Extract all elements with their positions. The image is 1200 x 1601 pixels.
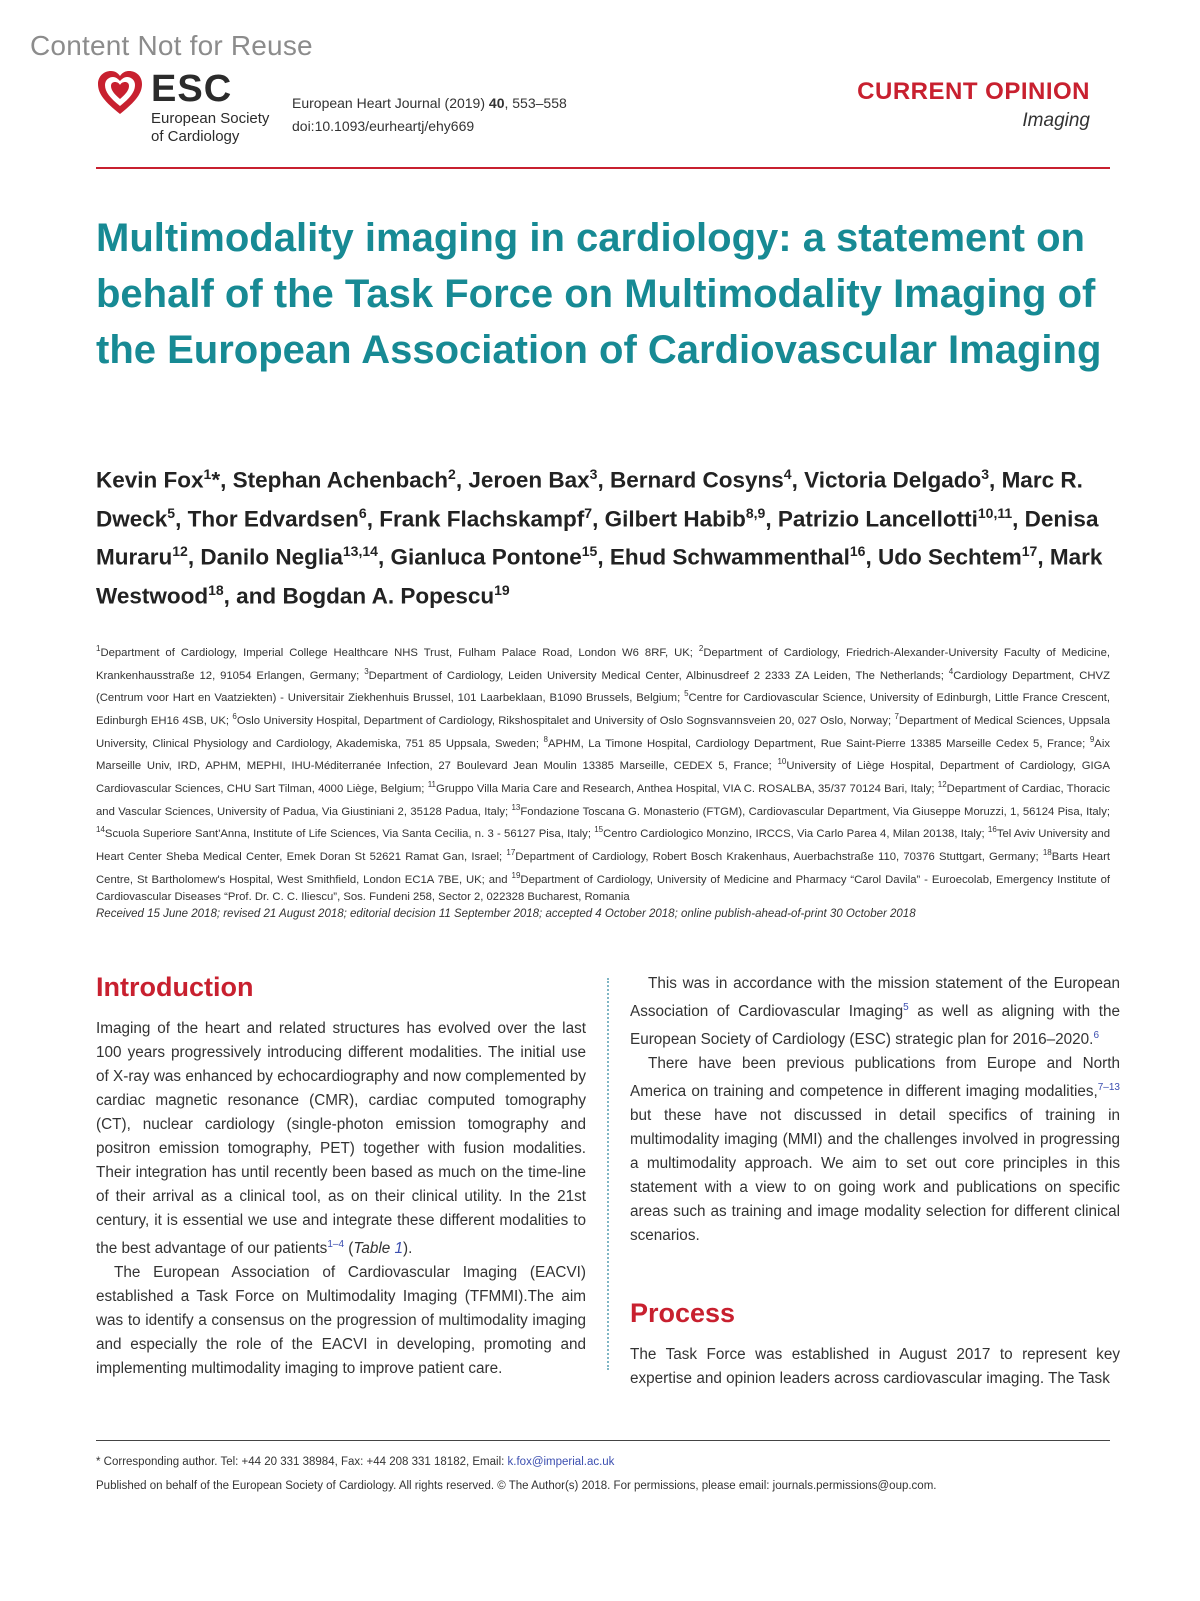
intro-p1-close: ). [403,1240,413,1258]
author-separator: , [765,506,778,531]
affiliation-number: 1 [96,644,101,653]
right-p1-text-a: This was in accordance with the mission statement of the European Association of Cardiovascular Imaging [630,975,1120,1021]
heart-icon [95,68,145,118]
author-name: Marc R. Dweck [96,467,1083,531]
right-p2-text-b: but these have not discussed in detail specifics of training in multimodality imaging (MMI) and the challenges involved in progressing a multimodality approach. We aim to set out core principles in this statement with a view to on going work and publications on specific areas such as training and image modality selection for different clinical scenarios. [630,1107,1120,1245]
author-separator: , [187,544,201,570]
watermark: Content Not for Reuse [30,30,313,61]
affiliation-text: Oslo University Hospital, Department of Cardiology, Rikshospitalet and University of Oslo Sognsvannsveien 20, 027 Oslo, Norway; [236,714,895,727]
author-affiliation-marker: 13,14 [342,543,378,559]
intro-p1-text: Imaging of the heart and related structures has evolved over the last 100 years progressively introducing different modalities. The initial use of X-ray was enhanced by echocardiography and now complemented by cardiac magnetic resonance (CMR), cardiac computed tomography (CT), nuclear cardiology (single-photon emission tomography and positron emission tomography, PET) together with fusion modalities. Their integration has until recently been based as much on the time-line of their arrival as a clinical tool, as on their clinical utility. In the 21st century, it is essential we use and integrate these different modalities to the best advantage of our patients [96,1020,586,1258]
footer [96,1450,1110,1498]
author-name: Bernard Cosyns [609,467,784,493]
author-affiliation-marker: 19 [494,581,510,598]
affiliation-text: Scuola Superiore Sant'Anna, Institute of Life Sciences, Via Santa Cecilia, n. 3 - 56127 Pisa, Italy; [104,828,595,841]
right-column [630,972,1120,1391]
introduction-heading: Introduction [96,972,254,1002]
author-separator: *, [211,467,233,493]
journal-pages: , 553–558 [504,95,567,111]
author-separator: , [1037,544,1050,570]
author-name: Patrizio Lancellotti [777,506,978,531]
affiliation-number: 4 [948,666,954,676]
corresponding-text: * Corresponding author. Tel: +44 20 331 38984, Fax: +44 208 331 18182, Email: [96,1456,508,1468]
journal-citation [292,92,567,138]
author-affiliation-marker: 5 [167,504,176,521]
author-separator: , [377,544,391,570]
author-affiliation-marker: 3 [589,466,598,482]
citation-link[interactable]: 1–4 [327,1239,345,1250]
affiliation-text: Tel Aviv University and Heart Center Sheba Medical Center, Emek Doran St 52621 Ramat Gan, Israel; [96,828,1111,863]
affiliation-text: Department of Cardiology, Robert Bosch Krakenhaus, Auerbachstraße 110, 70376 Stuttgart, Germany; [515,850,1043,863]
author-name: Thor Edvardsen [187,506,359,531]
affiliation-text: Department of Cardiology, Leiden University Medical Center, Albinusdreef 2 2333 ZA Leiden, The Netherlands; [368,669,949,682]
author-name: Gianluca Pontone [390,544,582,570]
article-title: Multimodality imaging in cardiology: a statement on behalf of the Task Force on Multimodality Imaging of the European Association of Cardiovascular Imaging [96,216,1102,372]
journal-doi: doi:10.1093/eurheartj/ehy669 [292,118,475,134]
logo-line-1: European Society [151,110,270,127]
affiliation-text: Department of Cardiology, Imperial College Healthcare NHS Trust, Fulham Palace Road, London W6 8RF, UK; [100,646,699,659]
corresponding-author [96,1450,1110,1474]
table-link[interactable]: 1 [394,1240,404,1258]
right-p2-text-a: There have been previous publications from Europe and North America on training and competence in different imaging modalities, [630,1055,1120,1101]
author-separator: , [366,506,380,531]
affiliation-text: Department of Cardiac, Thoracic and Vascular Sciences, University of Padua, Via Giustiniani 2, 35128 Padua, Italy; [96,782,1110,818]
affiliation-number: 6 [232,712,237,722]
affiliation-number: 12 [937,780,947,790]
email-link[interactable]: k.fox@imperial.ac.uk [507,1456,615,1468]
affiliation-text: Centro Cardiologico Monzino, IRCCS, Via Carlo Parea 4, Milan 20138, Italy; [603,828,988,841]
author-separator: , [791,467,805,493]
affiliation-text: Barts Heart Centre, St Bartholomew's Hospital, West Smithfield, London EC1A 7BE, UK; and [96,850,1110,886]
affiliation-number: 9 [1089,734,1095,744]
author-list [96,458,1110,612]
author-affiliation-marker: 4 [783,466,792,482]
author-name: Kevin Fox [96,467,204,493]
author-name: Jeroen Bax [468,467,590,493]
publication-note: Published on behalf of the European Society of Cardiology. All rights reserved. © The Author(s) 2018. For permissions, please email: journals.permissions@oup.com. [96,1480,937,1492]
esc-logo [95,68,285,148]
affiliation-text: Fondazione Toscana G. Monasterio (FTGM), Cardiovascular Department, Via Giuseppe Moruzzi, 1, 56124 Pisa, Italy; [520,805,1110,818]
affiliation-number: 18 [1042,848,1052,858]
section-sublabel: Imaging [1022,110,1090,131]
affiliation-number: 19 [511,870,521,880]
author-affiliation-marker: 3 [981,466,990,482]
author-separator: , [597,467,610,493]
citation-link[interactable]: 7–13 [1097,1082,1120,1094]
affiliation-text: Cardiology Department, CHVZ (Centrum voor Hart en Vaatziekten) - Universitair Ziekhenhuis Brussel, 101 Laarbeklaan, B1090 Brussels, Belgium; [96,669,1110,705]
author-affiliation-marker: 2 [448,466,456,482]
left-column [96,972,586,1381]
affiliation-text: APHM, La Timone Hospital, Cardiology Department, Rue Saint-Pierre 13385 Marseille Cedex 5, France; [547,737,1090,750]
affiliation-number: 14 [96,825,105,835]
affiliation-number: 7 [894,712,899,722]
right-paragraph-1 [630,972,1120,1052]
author-affiliation-marker: 6 [358,504,367,521]
affiliation-number: 5 [684,689,689,699]
author-affiliation-marker: 1 [203,466,212,482]
author-affiliation-marker: 18 [208,581,224,598]
citation-link[interactable]: 6 [1093,1030,1099,1042]
author-separator: , [455,467,469,493]
affiliation-number: 15 [594,825,604,835]
table-word: Table [353,1240,395,1258]
author-name: Ehud Schwammenthal [609,544,850,570]
author-name: Denisa Muraru [96,506,1099,570]
author-name: Victoria Delgado [804,467,982,493]
affiliation-number: 11 [427,780,436,790]
header-rule [96,167,1110,169]
right-p1-text-b: as well as aligning with the European Society of Cardiology (ESC) strategic plan for 2016–2020. [630,1003,1120,1049]
logo-subtitle [151,110,269,146]
journal-line [292,92,567,115]
author-name: Bogdan A. Popescu [282,583,495,608]
author-affiliation-marker: 10,11 [977,504,1013,521]
author-affiliation-marker: 8,9 [745,504,766,521]
affiliation-text: University of Liège Hospital, Department of Cardiology, GIGA Cardiovascular Sciences, CHU Sart Tilman, 4000 Liège, Belgium; [96,760,1110,795]
affiliation-text: Department of Cardiology, University of Medicine and Pharmacy “Carol Davila” - Euroecolab, Emergency Institute of Cardiovascular Diseases “Prof. Dr. C. C. Iliescu”, Sos. Fundeni 258, Sector 2, 022328 Bucharest, Romania [96,873,1110,904]
journal-name-year: European Heart Journal (2019) [292,95,486,111]
author-name: Gilbert Habib [604,506,746,531]
affiliation-number: 10 [777,757,787,767]
logo-line-2: of Cardiology [151,128,240,145]
intro-paragraph-2: The European Association of Cardiovascular Imaging (EACVI) established a Task Force on Multimodality Imaging (TFMMI).The aim was to identify a consensus on the progression of multimodality imaging and especially the role of the EACVI in developing, promoting and implementing multimodality imaging to improve patient care. [96,1264,586,1378]
section-label-block [857,78,1090,132]
author-separator: , [1012,506,1025,531]
affiliation-number: 16 [987,825,997,835]
author-name: Udo Sechtem [877,544,1022,570]
intro-paragraph-1 [96,1017,586,1261]
author-separator: , [865,544,878,570]
author-name: Mark Westwood [96,544,1103,608]
affiliation-text: Gruppo Villa Maria Care and Research, Anthea Hospital, VIA C. ROSALBA, 35/37 70124 Bari, Italy; [436,782,938,795]
author-name: Danilo Neglia [200,544,343,570]
article-dates: Received 15 June 2018; revised 21 August 2018; editorial decision 11 September 2018; accepted 4 October 2018; online publish-ahead-of-print 30 October 2018 [96,908,916,920]
process-heading: Process [630,1298,736,1329]
affiliation-number: 3 [364,666,369,676]
affiliation-number: 17 [506,848,516,858]
citation-link[interactable]: 5 [903,1002,909,1013]
author-separator: , [597,544,610,570]
author-affiliation-marker: 15 [581,543,598,559]
author-separator: , [592,506,605,531]
process-paragraph: The Task Force was established in August 2017 to represent key expertise and opinion leaders across cardiovascular imaging. The Task [630,1346,1120,1388]
intro-p1-open: ( [344,1240,354,1258]
logo-acronym: ESC [151,68,233,110]
affiliation-text: Department of Cardiology, Friedrich-Alexander-University Faculty of Medicine, Krankenhausstraße 12, 91054 Erlangen, Germany; [96,646,1110,682]
journal-volume: 40 [488,95,505,111]
author-separator: , [175,506,188,531]
affiliation-number: 2 [698,644,704,653]
author-affiliation-marker: 17 [1021,543,1038,559]
affiliation-number: 13 [511,802,521,812]
column-divider [607,978,609,1370]
author-separator: , and [223,583,283,608]
author-affiliation-marker: 16 [849,543,866,559]
affiliation-number: 8 [543,734,548,744]
affiliation-text: Aix Marseille Univ, IRD, APHM, MEPHI, IHU-Méditerranée Infection, 27 Boulevard Jean Moulin 13385 Marseille, CEDEX 5, France; [96,737,1110,773]
author-affiliation-marker: 12 [172,543,188,559]
affiliation-text: Department of Medical Sciences, Uppsala University, Clinical Physiology and Cardiology, Akademiska, 751 85 Uppsala, Sweden; [96,714,1110,750]
author-name: Frank Flachskampf [379,506,585,531]
right-paragraph-2 [630,1052,1120,1248]
affiliation-text: Centre for Cardiovascular Science, University of Edinburgh, Little France Crescent, Edinburgh EH16 4SB, UK; [96,692,1111,727]
section-label: CURRENT OPINION [857,78,1090,105]
author-affiliation-marker: 7 [584,504,593,521]
affiliations [96,640,1110,907]
author-name: Stephan Achenbach [232,467,449,493]
footer-rule [96,1440,1110,1441]
author-separator: , [989,467,1002,493]
